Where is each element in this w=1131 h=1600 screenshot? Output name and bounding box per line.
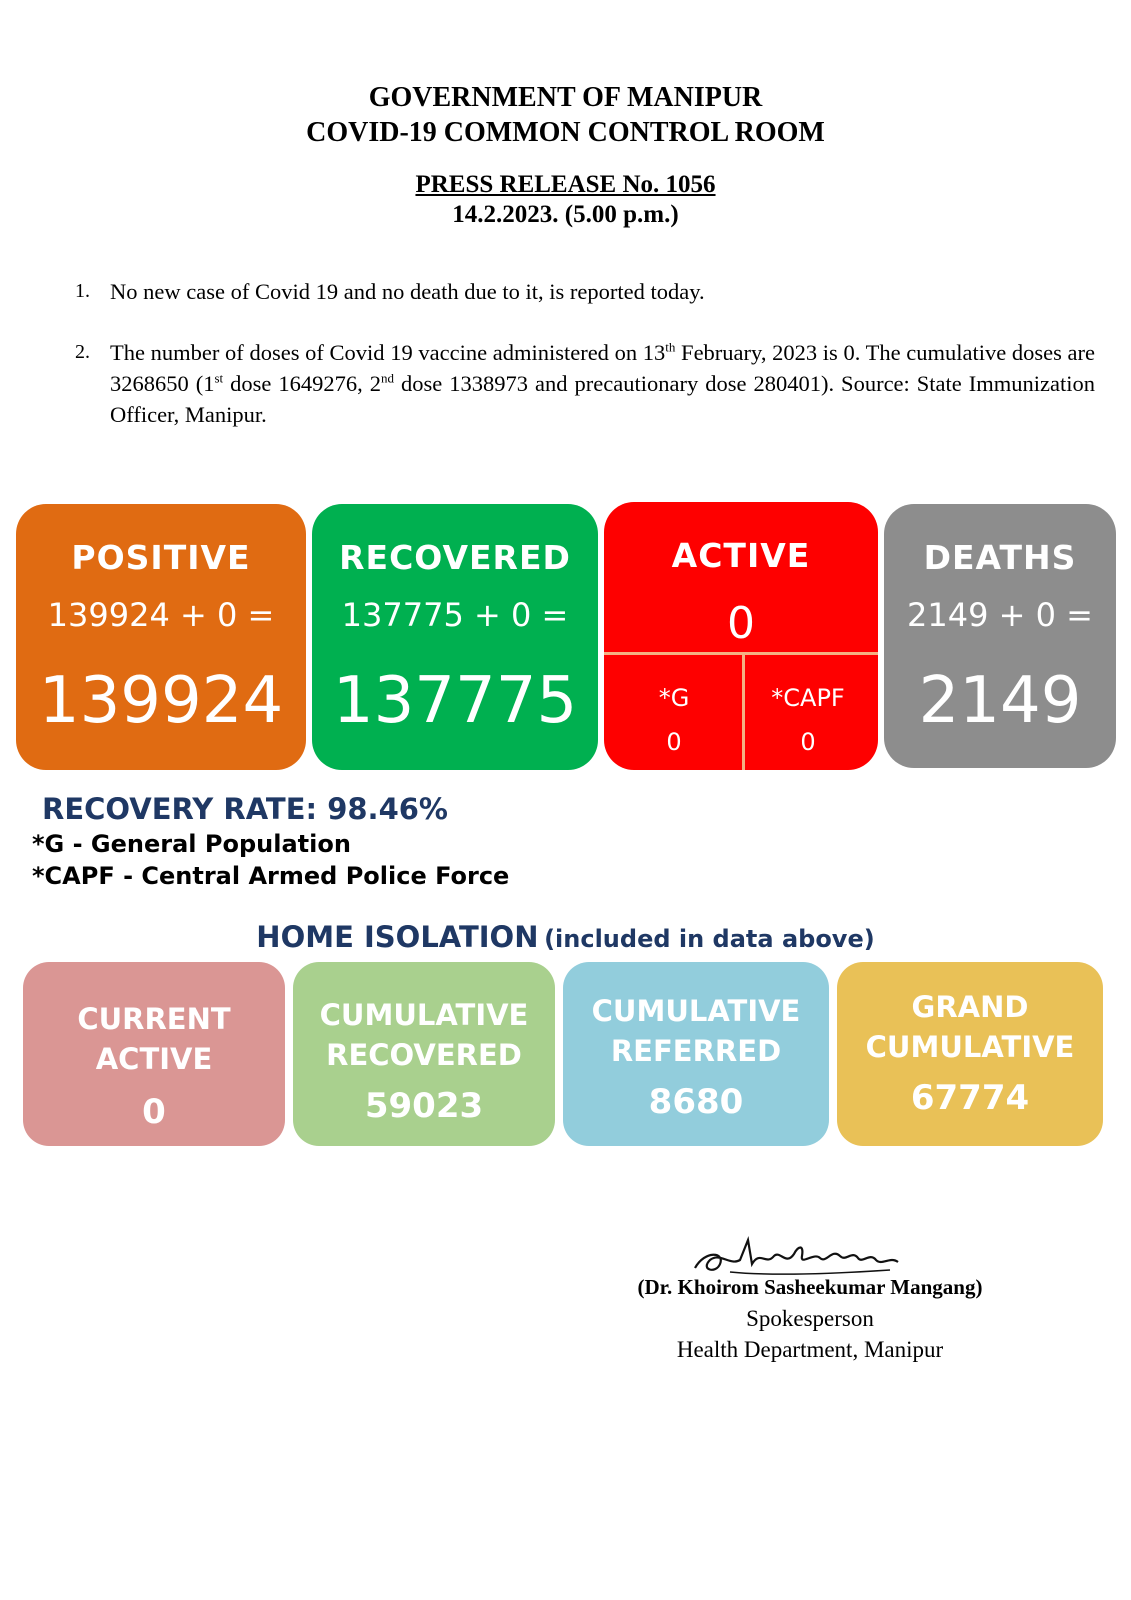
recovered-card — [312, 504, 598, 770]
active-g-label: *G — [658, 684, 690, 712]
grand-cumulative-card — [837, 962, 1103, 1146]
point-1-text: No new case of Covid 19 and no death due to it, is reported today. — [110, 279, 705, 304]
cumulative-recovered-card — [293, 962, 555, 1146]
active-card — [604, 502, 878, 770]
active-capf-value: 0 — [800, 728, 816, 756]
superscript-st: st — [214, 370, 224, 386]
document-header — [0, 80, 1131, 150]
grand-cumulative-label-2: CUMULATIVE — [865, 1030, 1075, 1064]
superscript-nd: nd — [381, 370, 395, 386]
current-active-label-2: ACTIVE — [95, 1042, 213, 1076]
current-active-card — [23, 962, 285, 1146]
cumulative-recovered-label-1: CUMULATIVE — [319, 998, 529, 1032]
government-title: GOVERNMENT OF MANIPUR — [368, 82, 763, 113]
current-active-value: 0 — [142, 1092, 166, 1132]
grand-cumulative-label-1: GRAND — [911, 990, 1029, 1024]
recovered-total: 137775 — [332, 664, 578, 738]
cumulative-referred-card — [563, 962, 829, 1146]
point-2-text-c: dose 1649276, 2 — [223, 371, 382, 396]
point-2-text — [110, 337, 1095, 430]
recovery-rate: RECOVERY RATE: 98.46% — [42, 792, 448, 826]
control-room-title: COVID-19 COMMON CONTROL ROOM — [306, 117, 825, 148]
grand-cumulative-value: 67774 — [910, 1078, 1030, 1118]
legend-general-population: *G - General Population — [32, 830, 351, 858]
current-active-label-1: CURRENT — [77, 1002, 231, 1036]
legend-capf: *CAPF - Central Armed Police Force — [32, 862, 510, 890]
positive-sum: 139924 + 0 = — [47, 596, 275, 634]
home-isolation-heading — [0, 920, 1131, 954]
point-2-text-b: February, 2023 is 0. The cumulative doses are 3268650 (1 — [110, 340, 1095, 396]
cumulative-referred-value: 8680 — [648, 1082, 744, 1122]
active-divider-horizontal — [604, 652, 878, 655]
press-release-date: 14.2.2023. (5.00 p.m.) — [452, 201, 679, 228]
deaths-sum: 2149 + 0 = — [907, 596, 1093, 634]
point-1 — [75, 276, 1095, 307]
positive-card — [16, 504, 306, 770]
recovered-sum: 137775 + 0 = — [341, 596, 569, 634]
signatory-department: Health Department, Manipur — [676, 1337, 944, 1362]
active-g-value: 0 — [666, 728, 682, 756]
superscript-th: th — [665, 339, 676, 355]
deaths-card — [884, 504, 1116, 768]
signatory-role: Spokesperson — [746, 1306, 874, 1331]
deaths-total: 2149 — [918, 664, 1082, 738]
cumulative-recovered-value: 59023 — [364, 1086, 484, 1126]
active-divider-vertical — [742, 654, 745, 770]
home-isolation-title: HOME ISOLATION — [256, 920, 539, 954]
cumulative-referred-label-1: CUMULATIVE — [591, 994, 801, 1028]
point-2-number: 2. — [75, 341, 90, 363]
point-2 — [75, 337, 1095, 430]
point-1-number: 1. — [75, 280, 90, 302]
home-isolation-subtitle: (included in data above) — [544, 925, 875, 953]
cumulative-referred-label-2: REFERRED — [610, 1034, 782, 1068]
signatory-block — [580, 1272, 1040, 1365]
point-2-text-a: The number of doses of Covid 19 vaccine administered on 13 — [110, 340, 666, 365]
deaths-title: DEATHS — [923, 538, 1077, 577]
positive-total: 139924 — [38, 664, 284, 738]
positive-title: POSITIVE — [71, 538, 251, 577]
press-release-block — [0, 170, 1131, 230]
active-total: 0 — [727, 598, 755, 649]
point-2-text-d: dose 1338973 and precautionary dose 280401). Source: State Immunization Officer, Manipur. — [110, 371, 1096, 427]
signatory-name: (Dr. Khoirom Sasheekumar Mangang) — [637, 1275, 983, 1299]
recovered-title: RECOVERED — [339, 538, 571, 577]
active-title: ACTIVE — [671, 536, 811, 575]
press-release-number: PRESS RELEASE No. 1056 — [415, 171, 716, 198]
cumulative-recovered-label-2: RECOVERED — [326, 1038, 522, 1072]
active-capf-label: *CAPF — [771, 684, 845, 712]
